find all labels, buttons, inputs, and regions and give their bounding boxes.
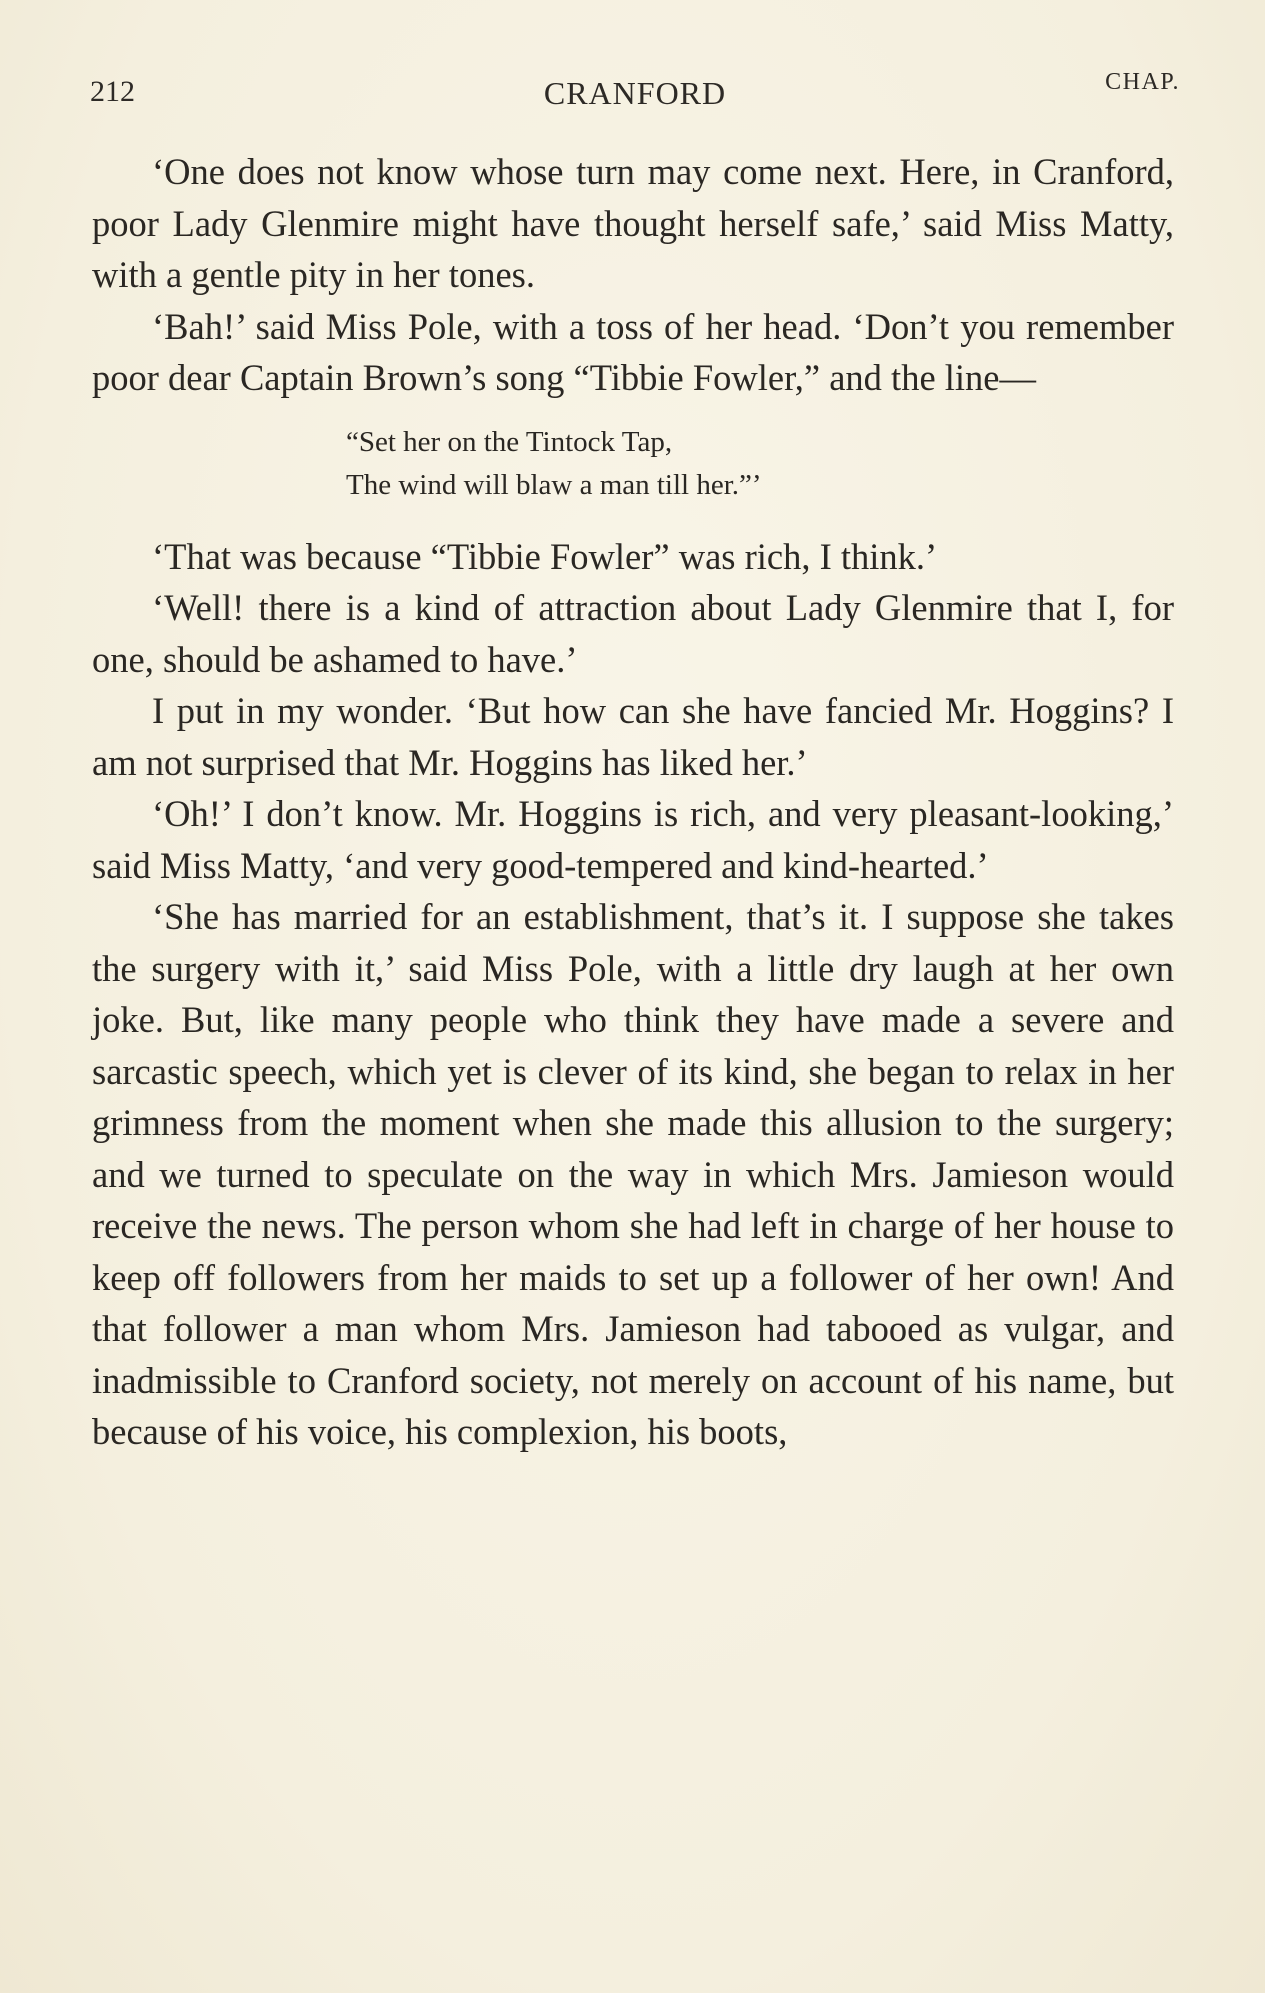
chapter-mark: CHAP. [1105, 69, 1180, 95]
verse-quote [346, 421, 1174, 507]
paragraph: ‘That was because “Tibbie Fowler” was rich, I think.’ [152, 535, 938, 577]
body-text [92, 146, 1174, 1458]
paragraph: ‘One does not know whose turn may come next. Here, in Cranford, poor Lady Glenmire might have thought herself safe,’ said Miss Matty, with a gentle pity in her tones. [92, 151, 1174, 295]
paragraph: ‘Oh!’ I don’t know. Mr. Hoggins is rich, and very pleasant-looking,’ said Miss Matty, ‘and very good-tempered and kind-hearted.’ [92, 793, 1174, 886]
running-title: CRANFORD [543, 75, 727, 111]
page-number: 212 [90, 75, 135, 108]
paragraph: I put in my wonder. ‘But how can she have fancied Mr. Hoggins? I am not surprised that Mr. Hoggins has liked her.’ [92, 690, 1174, 783]
paragraph: ‘She has married for an establishment, that’s it. I suppose she takes the surgery with it,’ said Miss Pole, with a little dry laugh at her own joke. But, like many people who think they have made a severe and sarcastic speech, which yet is clever of its kind, she began to relax in her grimness from the moment when she made this allusion to the surgery; and we turned to speculate on the way in which Mrs. Jamieson would receive the news. The person whom she had left in charge of her house to keep off followers from her maids to set up a follower of her own! And that follower a man whom Mrs. Jamieson had tabooed as vulgar, and inadmissible to Cranford society, not merely on account of his name, but because of his voice, his complexion, his boots, [92, 896, 1174, 1452]
paragraph: ‘Bah!’ said Miss Pole, with a toss of her head. ‘Don’t you remember poor dear Captain Brown’s song “Tibbie Fowler,” and the line— [92, 305, 1174, 398]
page-header [90, 69, 1180, 119]
verse-line: The wind will blaw a man till her.”’ [346, 468, 762, 501]
paragraph: ‘Well! there is a kind of attraction about Lady Glenmire that I, for one, should be ashamed to have.’ [92, 587, 1174, 680]
verse-line: “Set her on the Tintock Tap, [346, 425, 673, 458]
